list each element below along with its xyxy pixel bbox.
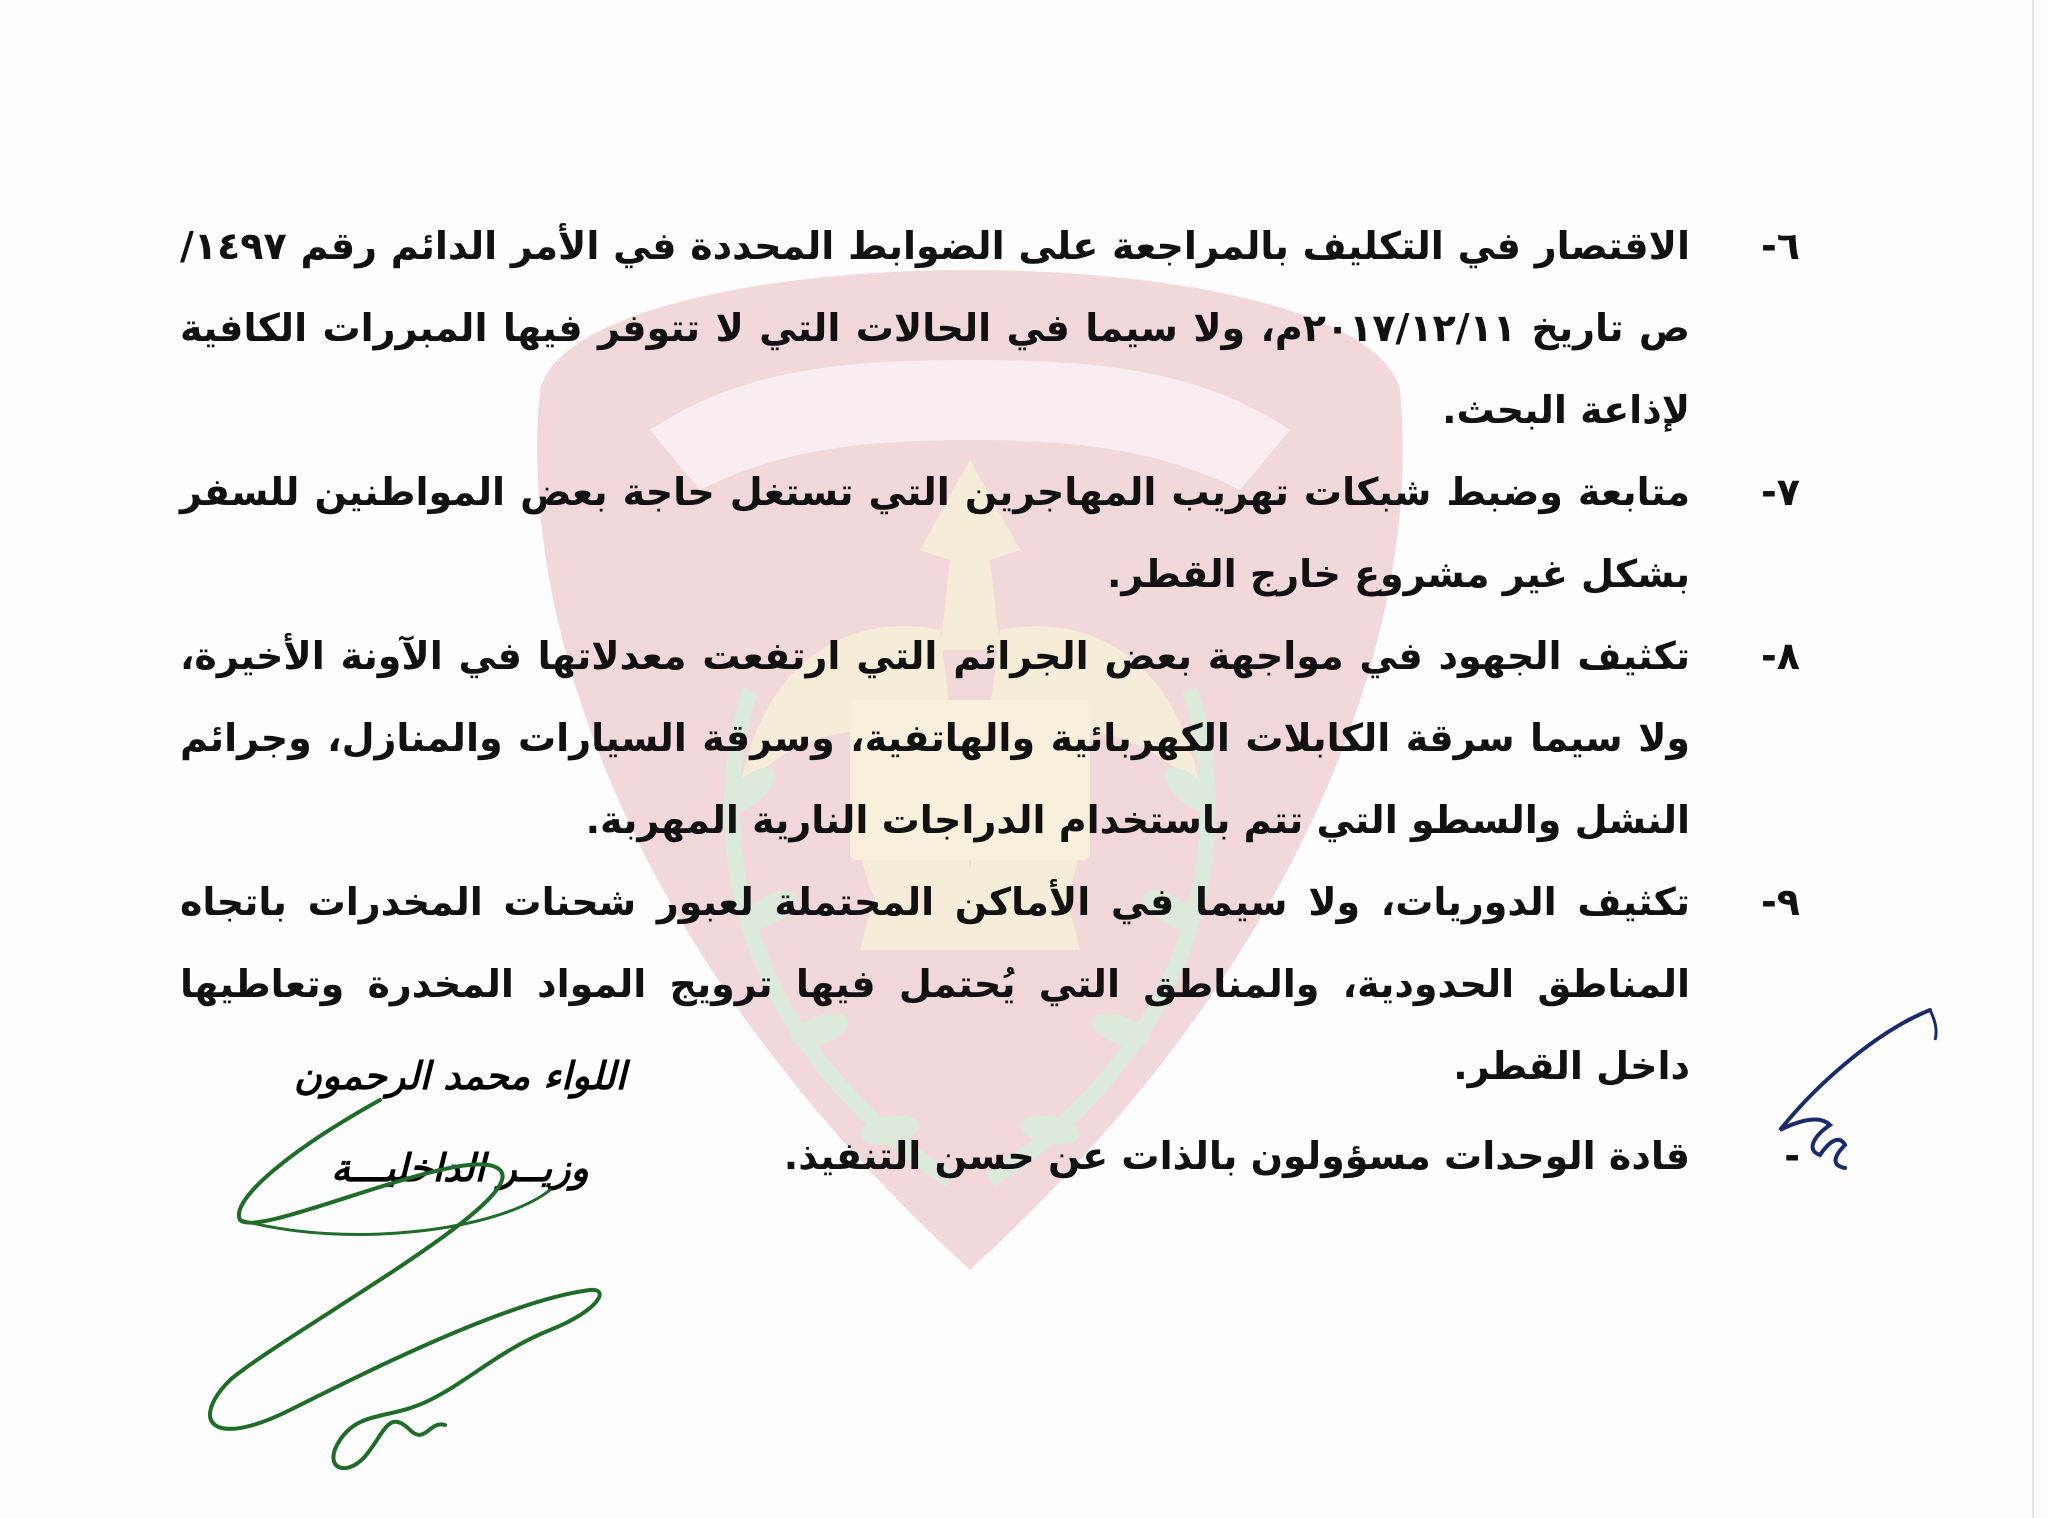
signatory-title: وزيــر الداخليـــة: [331, 1145, 589, 1190]
closing-dash: -: [1784, 1134, 1800, 1178]
list-item-7: [180, 451, 1800, 615]
signatory-name: اللواء محمد الرحمون: [293, 1053, 627, 1098]
item-text: متابعة وضبط شبكات تهريب المهاجرين التي تستغل حاجة بعض المواطنين للسفر بشكل غير مشروع خارج القطر.: [180, 470, 1690, 596]
closing-text: قادة الوحدات مسؤولون بالذات عن حسن التنفيذ.: [783, 1134, 1690, 1178]
item-number: ٩-: [1761, 880, 1800, 924]
list-item-6: [180, 205, 1800, 451]
item-text: تكثيف الجهود في مواجهة بعض الجرائم التي ارتفعت معدلاتها في الآونة الأخيرة، ولا سيما سرقة الكابلات الكهربائية والهاتفية، وسرقة السيارات والمنازل، وجرائم النشل والسطو التي تتم باستخدام الدراجات النارية المهربة.: [180, 634, 1690, 842]
item-number: ٧-: [1761, 470, 1800, 514]
item-text: الاقتصار في التكليف بالمراجعة على الضوابط المحددة في الأمر الدائم رقم ١٤٩٧/ص تاريخ ٢٠١٧/١٢/١١م، ولا سيما في الحالات التي لا تتوفر فيها المبررات الكافية لإذاعة البحث.: [180, 224, 1690, 432]
item-number: ٨-: [1761, 634, 1800, 678]
list-item-8: [180, 615, 1800, 861]
item-number: ٦-: [1761, 224, 1800, 268]
page-edge-line: [2032, 0, 2034, 1518]
signature-block: [280, 1030, 640, 1214]
item-text: تكثيف الدوريات، ولا سيما في الأماكن المحتملة لعبور شحنات المخدرات باتجاه المناطق الحدودية، والمناطق التي يُحتمل فيها ترويج المواد المخدرة وتعاطيها داخل القطر.: [180, 880, 1690, 1088]
